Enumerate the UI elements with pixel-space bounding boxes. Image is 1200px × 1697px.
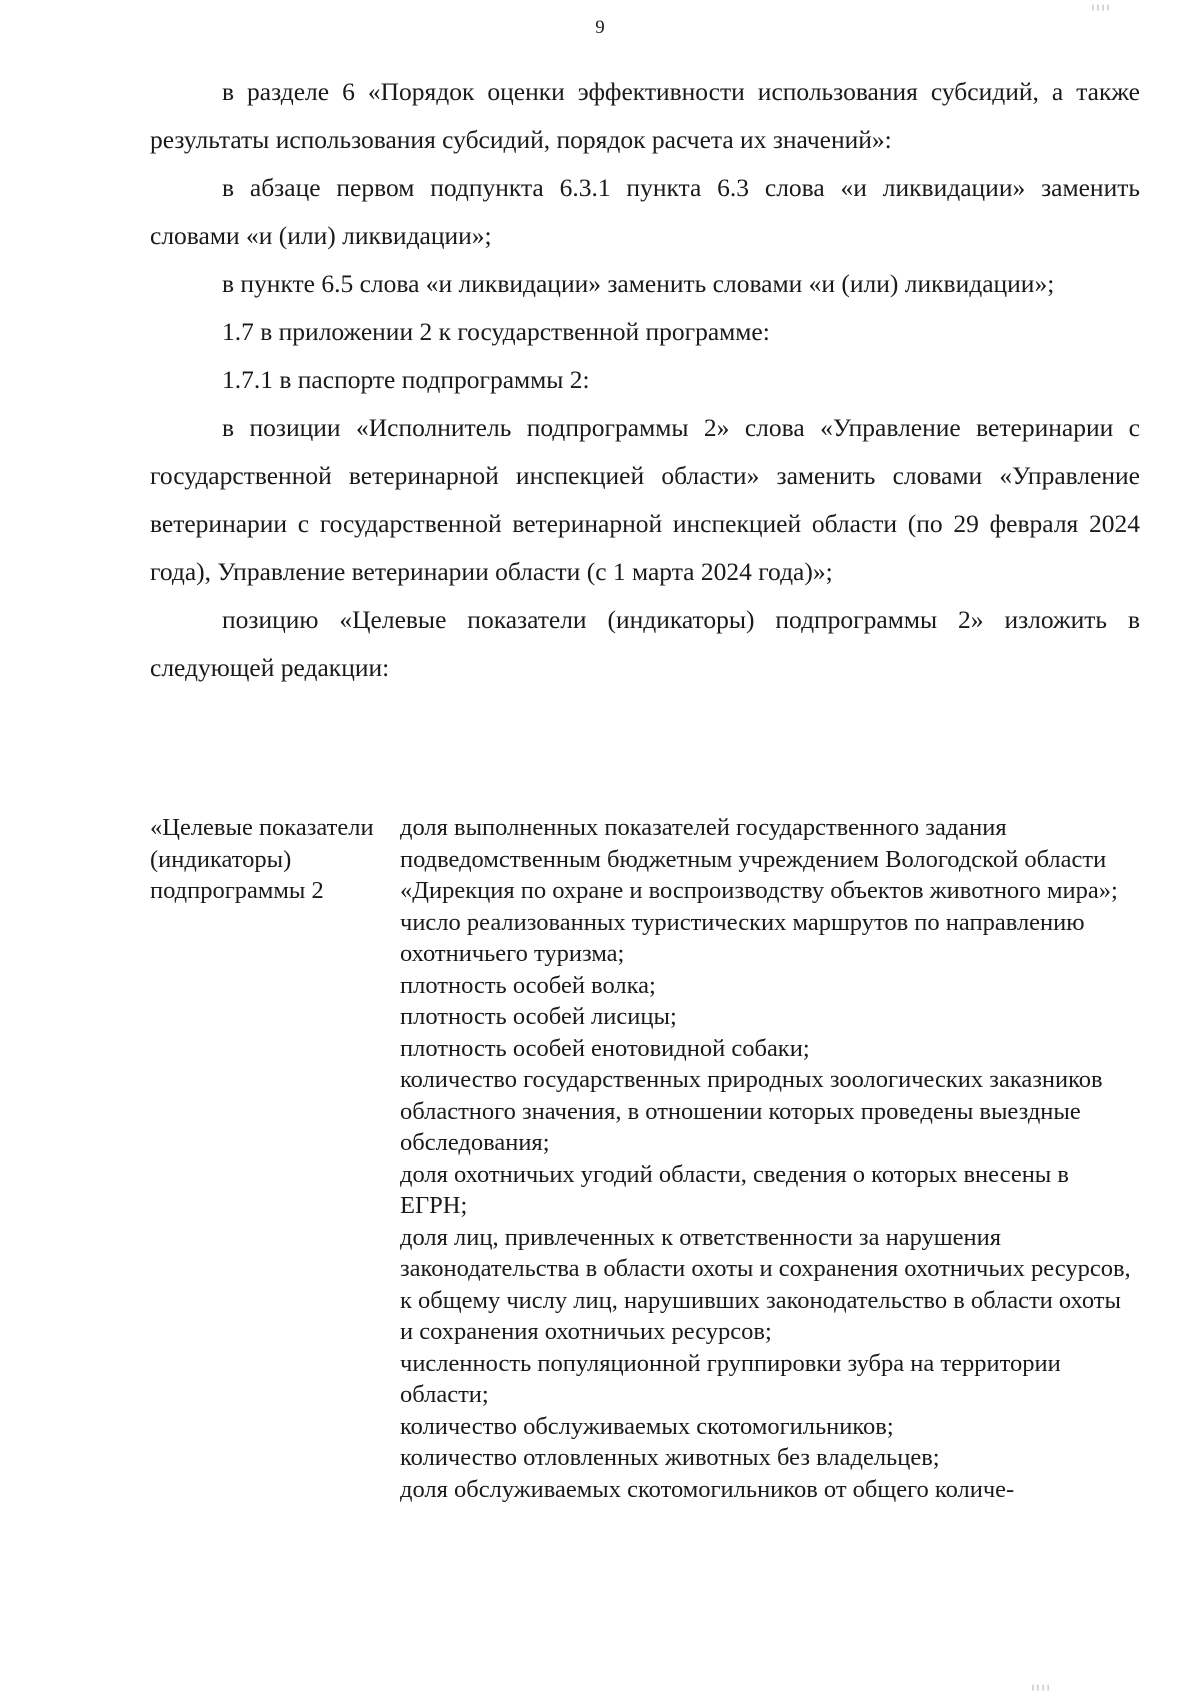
paragraph: в абзаце первом подпункта 6.3.1 пункта 6.3 слова «и ликвидации» заменить словами «и (или) ликвидации»;: [150, 173, 1140, 250]
paragraph: 1.7 в приложении 2 к государственной программе:: [222, 317, 770, 346]
indicator-item: плотность особей лисицы;: [400, 1003, 677, 1030]
indicator-item: число реализованных туристических маршрутов по направлению охотничьего туризма;: [400, 908, 1085, 967]
indicators-table: [150, 812, 1140, 1505]
indicator-item: количество отловленных животных без владельцев;: [400, 1444, 940, 1471]
document-body: [150, 68, 1140, 692]
indicator-item: плотность особей волка;: [400, 971, 656, 999]
indicator-item: доля обслуживаемых скотомогильников от общего количе-: [400, 1475, 1015, 1503]
indicator-item: доля охотничьих угодий области, сведения о которых внесены в ЕГРН;: [400, 1160, 1069, 1219]
scan-artifact-bottom: ╷╷╷╷: [1029, 1680, 1050, 1691]
paragraph: позицию «Целевые показатели (индикаторы) подпрограммы 2» изложить в следующей редакции:: [150, 605, 1140, 682]
scan-artifact-top: ╷╷╷╷: [1089, 0, 1110, 11]
indicators-list: [400, 812, 1140, 1505]
indicator-item: плотность особей енотовидной собаки;: [400, 1034, 810, 1062]
paragraph: в разделе 6 «Порядок оценки эффективности использования субсидий, а также результаты использования субсидий, порядок расчета их значений»:: [150, 77, 1140, 154]
paragraph: 1.7.1 в паспорте подпрограммы 2:: [222, 365, 590, 394]
page-number: 9: [595, 17, 605, 38]
indicator-item: численность популяционной группировки зубра на территории области;: [400, 1349, 1061, 1408]
indicator-item: доля выполненных показателей государственного задания подведомственным бюджетным учреждением Вологодской области «Дирекция по охране и воспроизводству объектов животного мира»;: [400, 814, 1118, 904]
indicator-item: количество обслуживаемых скотомогильников;: [400, 1412, 894, 1440]
indicators-label: «Целевые показатели (индикаторы) подпрограммы 2: [150, 814, 374, 904]
paragraph: в пункте 6.5 слова «и ликвидации» заменить словами «и (или) ликвидации»;: [222, 269, 1055, 298]
indicator-item: количество государственных природных зоологических заказников областного значения, в отношении которых проведены выездные обследования;: [400, 1066, 1103, 1156]
indicator-item: доля лиц, привлеченных к ответственности за нарушения законодательства в области охоты и сохранения охотничьих ресурсов, к общему числу лиц, нарушивших законодательство в области охоты и сохранения охотничьих ресурсов;: [400, 1223, 1131, 1345]
paragraph: в позиции «Исполнитель подпрограммы 2» слова «Управление ветеринарии с государственной ветеринарной инспекцией области» заменить словами «Управление ветеринарии с государственной ветеринарной инспекцией области (по 29 февраля 2024 года), Управление ветеринарии области (с 1 марта 2024 года)»;: [150, 413, 1140, 586]
